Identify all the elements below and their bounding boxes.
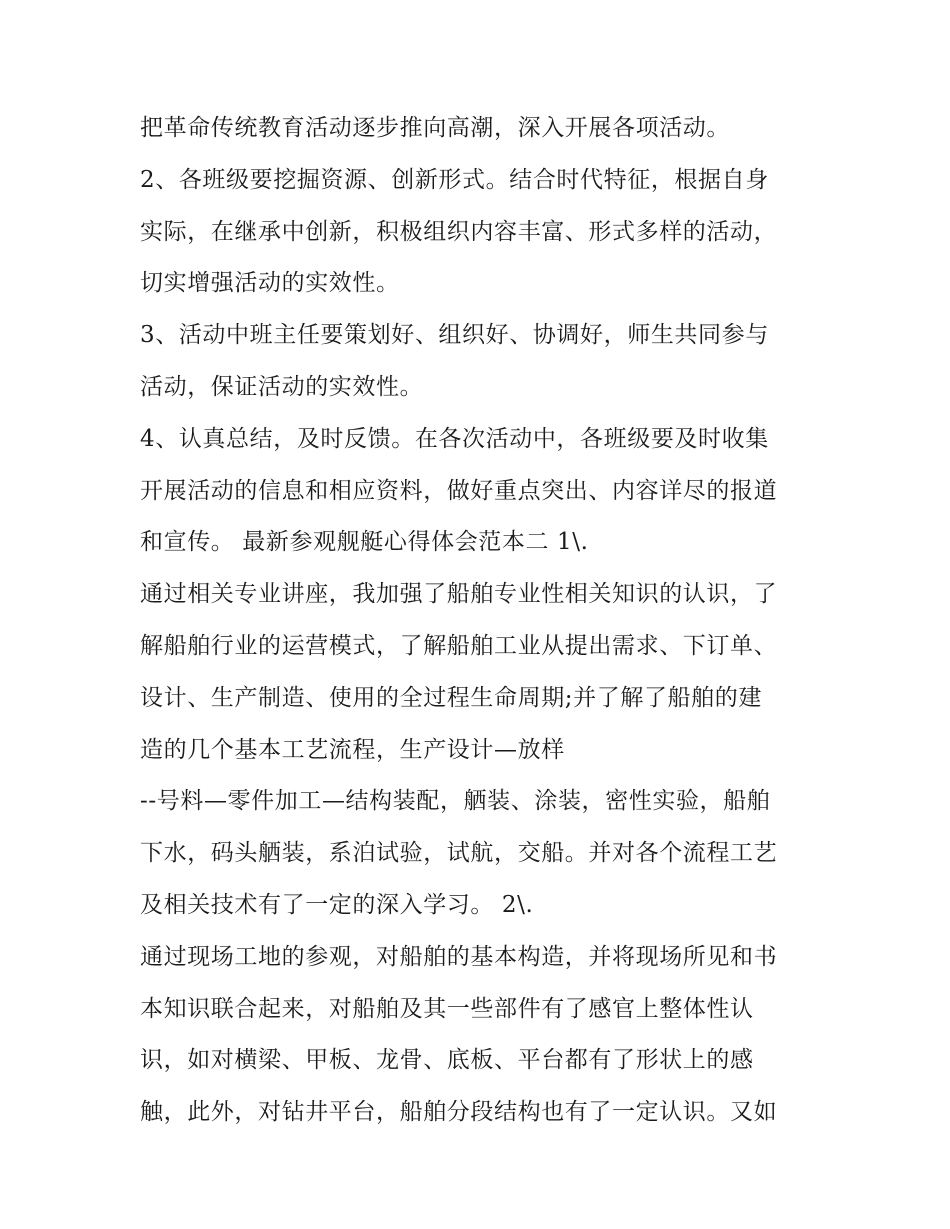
text-line: --号料—零件加工—结构装配，舾装、涂装，密性实验，船舶: [140, 788, 771, 815]
text-line: 及相关技术有了一定的深入学习。 2\.: [140, 891, 534, 918]
text-line: 开展活动的信息和相应资料，做好重点突出、内容详尽的报道: [140, 477, 778, 504]
text-line: 2、各班级要挖掘资源、创新形式。结合时代特征，根据自身: [140, 166, 769, 193]
text-line: 设计、生产制造、使用的全过程生命周期;并了解了船舶的建: [140, 684, 762, 711]
text-line: 3、活动中班主任要策划好、组织好、协调好，师生共同参与: [140, 322, 769, 349]
text-line: 通过相关专业讲座，我加强了船舶专业性相关知识的认识，了: [140, 581, 778, 608]
text-line: 活动，保证活动的实效性。: [140, 373, 424, 400]
text-line: 本知识联合起来，对船舶及其一些部件有了感官上整体性认: [140, 995, 754, 1022]
text-line: 通过现场工地的参观，对船舶的基本构造，并将现场所见和书: [140, 943, 778, 970]
text-line: 造的几个基本工艺流程，生产设计—放样: [140, 736, 565, 763]
body-text: [140, 108, 830, 1144]
text-line: 4、认真总结，及时反馈。在各次活动中，各班级要及时收集: [140, 425, 769, 452]
text-line: 触，此外，对钻井平台，船舶分段结构也有了一定认识。又如: [140, 1099, 778, 1126]
text-line: 识，如对横梁、甲板、龙骨、底板、平台都有了形状上的感: [140, 1047, 754, 1074]
text-line: 实际，在继承中创新，积极组织内容丰富、形式多样的活动，: [140, 218, 778, 245]
text-line: 解船舶行业的运营模式，了解船舶工业从提出需求、下订单、: [140, 632, 778, 659]
text-line: 下水，码头舾装，系泊试验，试航，交船。并对各个流程工艺: [140, 840, 778, 867]
text-line: 和宣传。 最新参观舰艇心得体会范本二 1\.: [140, 529, 589, 556]
text-line: 把革命传统教育活动逐步推向高潮，深入开展各项活动。: [140, 115, 730, 141]
text-line: 切实增强活动的实效性。: [140, 270, 400, 297]
